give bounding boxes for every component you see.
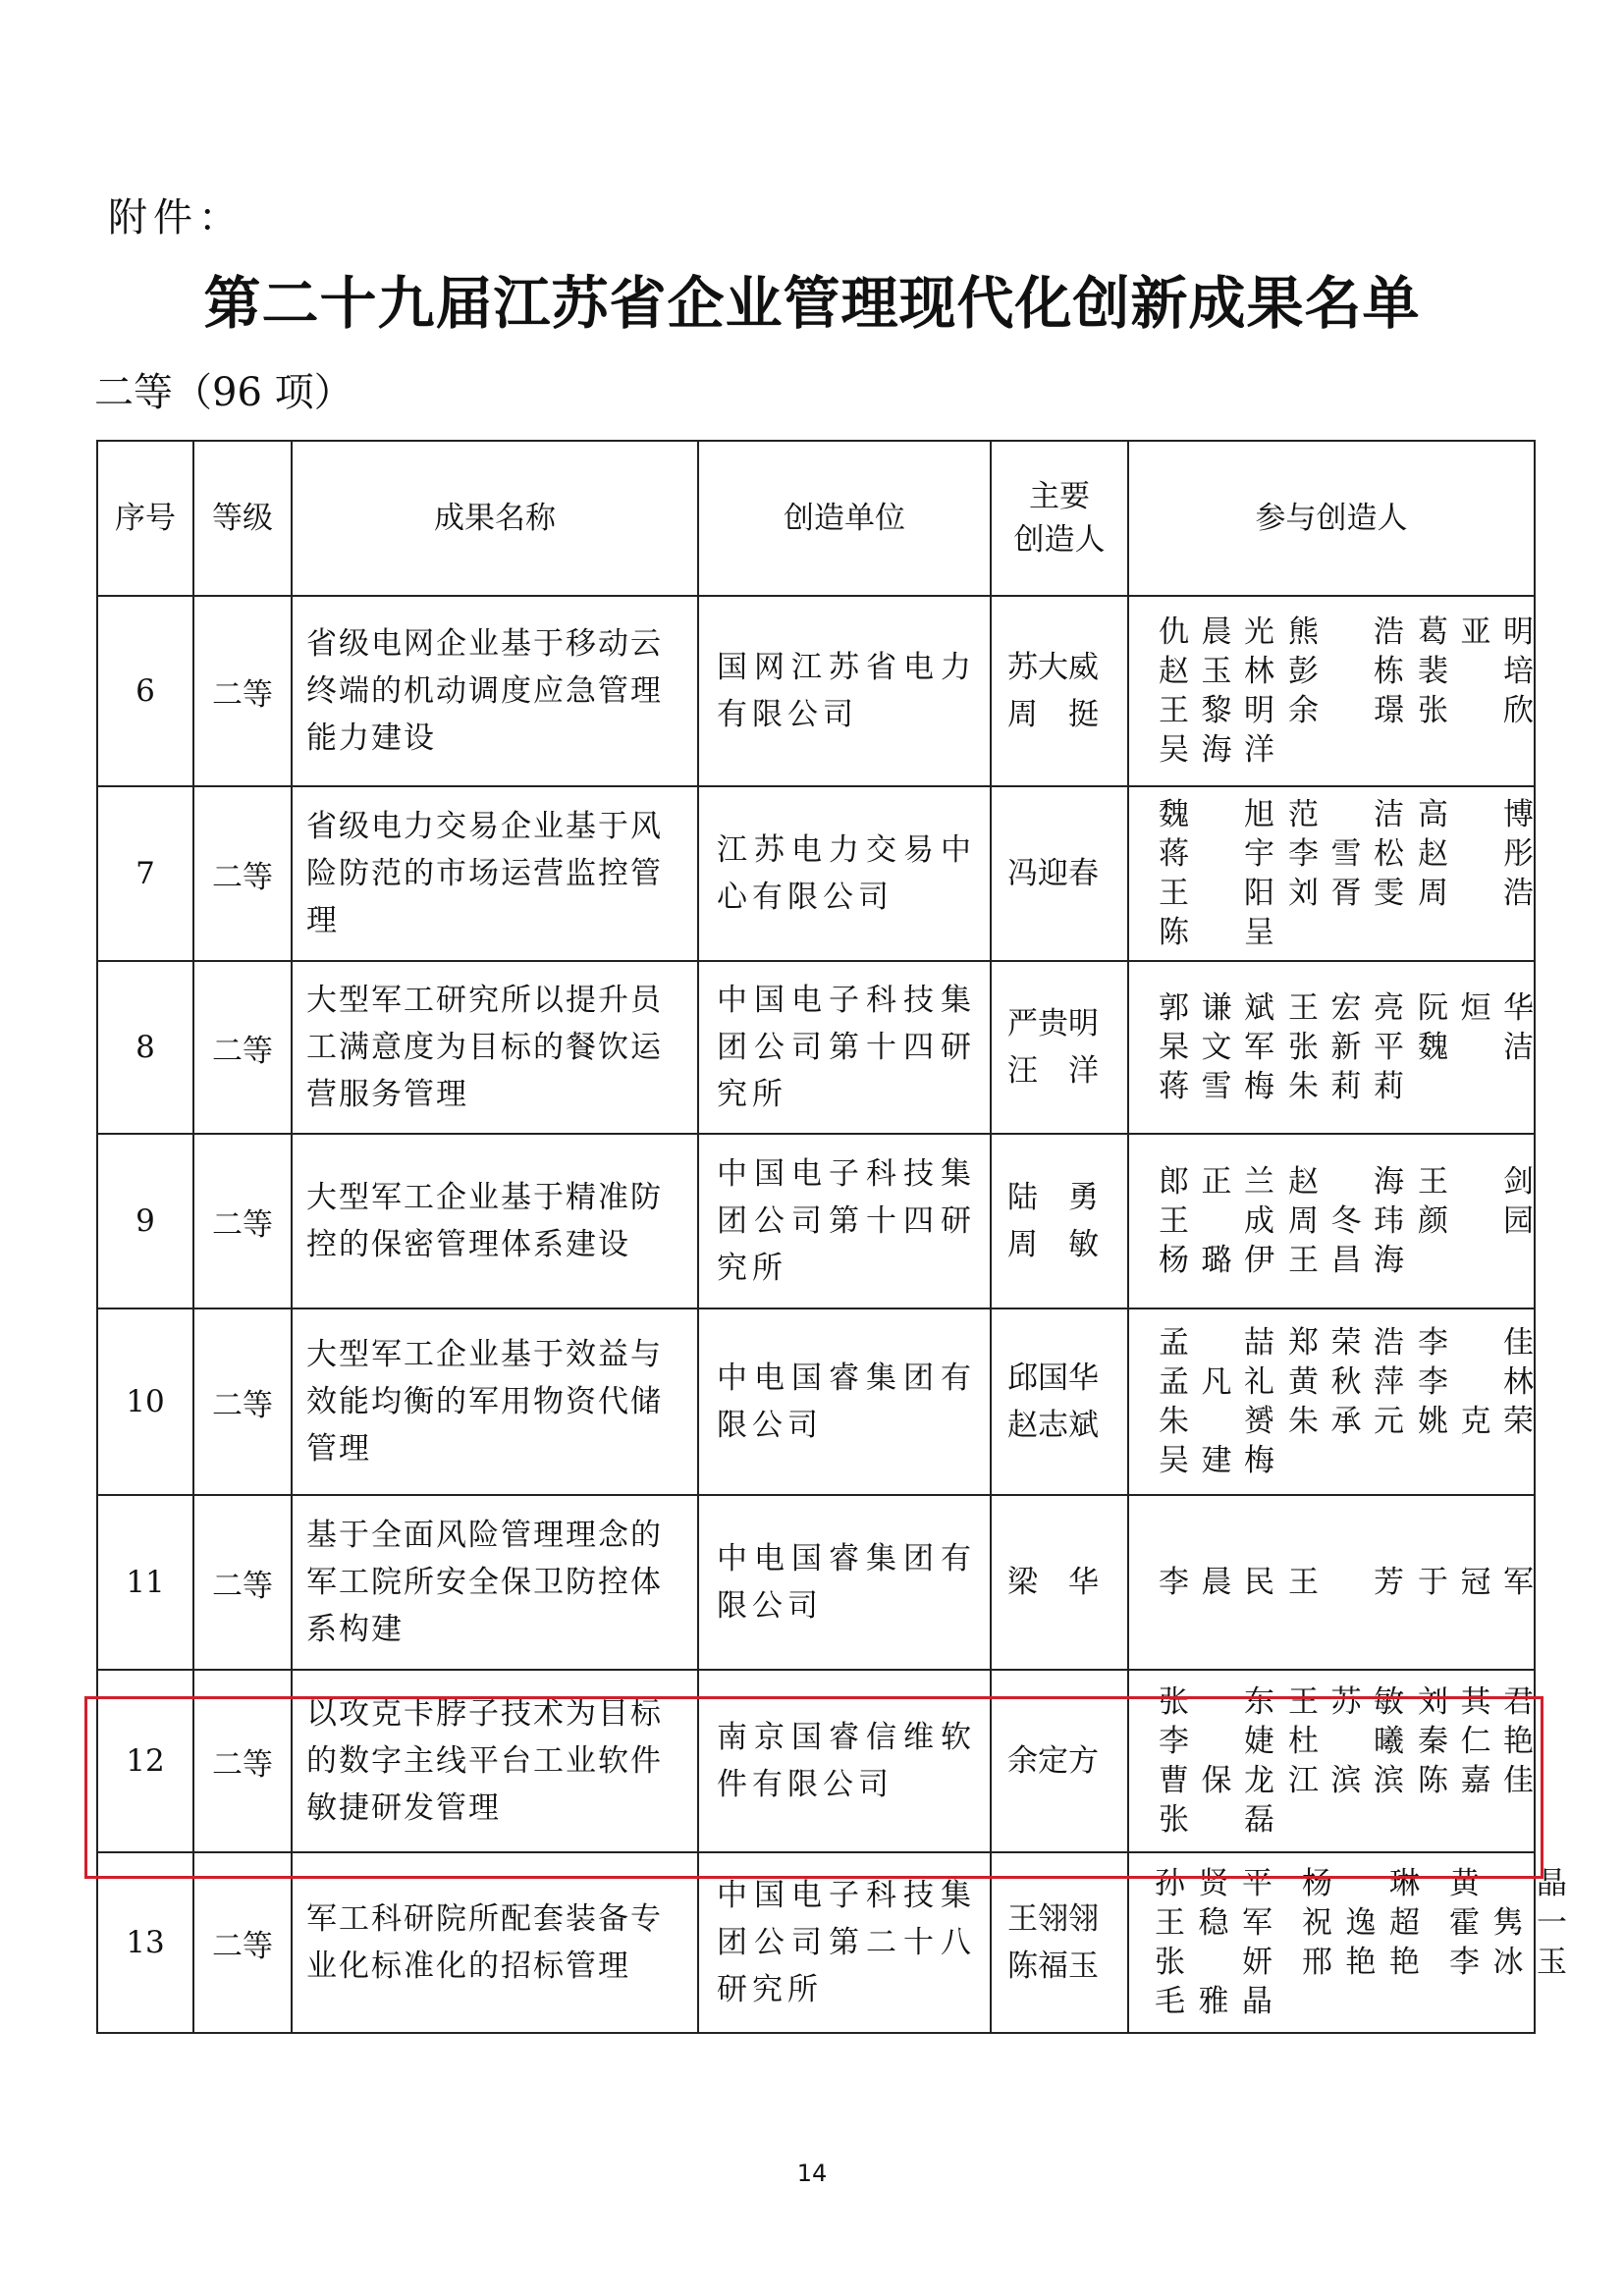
- table-row: [97, 1852, 1535, 2033]
- row-main-creators: [991, 1495, 1128, 1670]
- row-participants: [1128, 961, 1535, 1134]
- row-result-name: 以攻克卡脖子技术为目标的数字主线平台工业软件敏捷研发管理: [292, 1670, 698, 1852]
- participant-name: 赵玉林: [1159, 654, 1274, 689]
- row-participants: [1128, 786, 1535, 961]
- header-unit: 创造单位: [698, 441, 991, 596]
- participant-name: 王稳军: [1155, 1905, 1272, 1941]
- row-main-creators: [991, 786, 1128, 961]
- participant-name: 黄秋萍: [1288, 1364, 1404, 1400]
- main-creator-name: 陆 勇: [1007, 1180, 1099, 1215]
- participant-name: 王苏敏: [1288, 1684, 1404, 1720]
- participant-name: 陈嘉佳: [1418, 1763, 1534, 1798]
- participant-name: 于冠军: [1418, 1565, 1534, 1600]
- participant-line: [1155, 1982, 1524, 2021]
- participant-line: [1159, 1441, 1524, 1480]
- participant-line: [1159, 1323, 1534, 1362]
- highlight-box: [84, 1696, 1543, 1879]
- row-main-creators: [991, 961, 1128, 1134]
- participant-line: [1159, 1201, 1534, 1241]
- participant-line: [1159, 795, 1534, 834]
- main-creator-name: 陈福玉: [1007, 1949, 1099, 1984]
- row-creating-unit: 中国电子科技集团公司第十四研究所: [698, 1134, 991, 1308]
- section-subtitle: 二等（96 项）: [94, 370, 353, 415]
- row-level: 二等: [193, 596, 292, 786]
- table-header-row: [97, 441, 1535, 596]
- participant-name: 郑荣浩: [1288, 1325, 1404, 1361]
- participant-name: 吴建梅: [1159, 1443, 1274, 1478]
- participant-name: 葛亚明: [1418, 614, 1534, 650]
- participant-name: 阮烜华: [1418, 990, 1534, 1026]
- participant-name: 毛雅晶: [1155, 1984, 1272, 2019]
- row-index: 12: [97, 1670, 193, 1852]
- table-row: [97, 1495, 1535, 1670]
- header-main-creator-line1: 主要: [1029, 479, 1090, 514]
- row-main-creators: [991, 1308, 1128, 1495]
- participant-line: [1159, 988, 1534, 1028]
- main-creator-name: 苏大威: [1007, 650, 1099, 685]
- participant-name: 刘胥雯: [1288, 876, 1404, 911]
- participant-line: [1159, 1241, 1524, 1280]
- participant-name: 张 东: [1159, 1684, 1274, 1720]
- participant-name: 仇晨光: [1159, 614, 1274, 650]
- participant-name: 王 成: [1159, 1203, 1274, 1239]
- row-main-creators: [991, 596, 1128, 786]
- row-participants: [1128, 1495, 1535, 1670]
- participant-name: 王 剑: [1418, 1164, 1534, 1200]
- row-result-name: 大型军工研究所以提升员工满意度为目标的餐饮运营服务管理: [292, 961, 698, 1134]
- participant-line: [1159, 913, 1524, 952]
- row-main-creators: [991, 1852, 1128, 2033]
- participant-name: 刘其君: [1418, 1684, 1534, 1720]
- row-main-creators: [991, 1134, 1128, 1308]
- participant-name: 张新平: [1288, 1030, 1404, 1065]
- row-index: 6: [97, 596, 193, 786]
- row-creating-unit: 中国电子科技集团公司第十四研究所: [698, 961, 991, 1134]
- row-result-name: 基于全面风险管理理念的军工院所安全保卫防控体系构建: [292, 1495, 698, 1670]
- participant-line: [1159, 1028, 1534, 1067]
- row-participants: [1128, 1308, 1535, 1495]
- row-result-name: 大型军工企业基于精准防控的保密管理体系建设: [292, 1134, 698, 1308]
- participant-name: 蒋 宇: [1159, 836, 1274, 872]
- main-creator-name: 王翎翎: [1007, 1901, 1099, 1937]
- row-level: 二等: [193, 961, 292, 1134]
- participant-name: 朱莉莉: [1288, 1069, 1404, 1104]
- main-creator-name: 赵志斌: [1007, 1408, 1099, 1443]
- row-participants: [1128, 1134, 1535, 1308]
- participant-name: 郭谦斌: [1159, 990, 1274, 1026]
- main-creator-name: 严贵明: [1007, 1006, 1099, 1041]
- table-row: [97, 786, 1535, 961]
- participant-name: 裴 培: [1418, 654, 1534, 689]
- participant-name: 李冰玉: [1449, 1945, 1567, 1980]
- row-index: 10: [97, 1308, 193, 1495]
- participant-name: 周 浩: [1418, 876, 1534, 911]
- participant-name: 姚克荣: [1418, 1404, 1534, 1439]
- participant-name: 魏 洁: [1418, 1030, 1534, 1065]
- participant-name: 张 妍: [1155, 1945, 1272, 1980]
- table-row: [97, 596, 1535, 786]
- main-creator-name: 邱国华: [1007, 1361, 1099, 1396]
- header-name: 成果名称: [292, 441, 698, 596]
- page-title: 第二十九届江苏省企业管理现代化创新成果名单: [203, 270, 1421, 337]
- participant-name: 赵 海: [1288, 1164, 1404, 1200]
- main-creator-name: 周 敏: [1007, 1227, 1099, 1262]
- participant-name: 朱承元: [1288, 1404, 1404, 1439]
- participant-name: 江滨滨: [1288, 1763, 1404, 1798]
- participant-name: 黄 晶: [1449, 1866, 1567, 1901]
- page-number: 14: [796, 2160, 828, 2187]
- participant-name: 李晨民: [1159, 1565, 1274, 1600]
- participant-name: 杜 曦: [1288, 1724, 1404, 1759]
- participant-name: 王 阳: [1159, 876, 1274, 911]
- participant-name: 李雪松: [1288, 836, 1404, 872]
- participant-line: [1159, 1362, 1534, 1402]
- row-creating-unit: 中国电子科技集团公司第二十八研究所: [698, 1852, 991, 2033]
- row-level: 二等: [193, 1495, 292, 1670]
- participant-name: 张 磊: [1159, 1802, 1274, 1838]
- participant-name: 郎正兰: [1159, 1164, 1274, 1200]
- participant-name: 王黎明: [1159, 693, 1274, 728]
- participant-line: [1159, 652, 1534, 691]
- row-index: 13: [97, 1852, 193, 2033]
- participant-name: 蒋雪梅: [1159, 1069, 1274, 1104]
- row-level: 二等: [193, 1670, 292, 1852]
- header-main-creator: [991, 441, 1128, 596]
- participant-name: 李 林: [1418, 1364, 1534, 1400]
- main-creator-name: 汪 洋: [1007, 1053, 1099, 1089]
- row-participants: [1128, 1852, 1567, 2033]
- row-creating-unit: 中电国睿集团有限公司: [698, 1495, 991, 1670]
- participant-name: 霍隽一: [1449, 1905, 1567, 1941]
- participant-name: 杨 琳: [1302, 1866, 1420, 1901]
- table-row: [97, 1308, 1535, 1495]
- participant-line: [1159, 1162, 1534, 1201]
- row-level: 二等: [193, 786, 292, 961]
- participant-line: [1159, 1563, 1534, 1602]
- participant-name: 彭 栋: [1288, 654, 1404, 689]
- participant-name: 李 婕: [1159, 1724, 1274, 1759]
- participant-name: 吴海洋: [1159, 732, 1274, 768]
- participant-name: 孟凡礼: [1159, 1364, 1274, 1400]
- row-level: 二等: [193, 1852, 292, 2033]
- row-index: 11: [97, 1495, 193, 1670]
- row-creating-unit: 江苏电力交易中心有限公司: [698, 786, 991, 961]
- participant-name: 王昌海: [1288, 1243, 1404, 1278]
- participant-name: 朱 赟: [1159, 1404, 1274, 1439]
- participant-name: 范 洁: [1288, 797, 1404, 832]
- table-row: [97, 1134, 1535, 1308]
- main-creator-name: 冯迎春: [1007, 856, 1099, 891]
- attachment-label: 附件：: [108, 195, 244, 240]
- participant-line: [1159, 1402, 1534, 1441]
- row-result-name: 省级电力交易企业基于风险防范的市场运营监控管理: [292, 786, 698, 961]
- row-creating-unit: 国网江苏省电力有限公司: [698, 596, 991, 786]
- row-result-name: 军工科研院所配套装备专业化标准化的招标管理: [292, 1852, 698, 2033]
- row-level: 二等: [193, 1308, 292, 1495]
- participant-name: 熊 浩: [1288, 614, 1404, 650]
- main-creator-name: 梁 华: [1007, 1565, 1099, 1600]
- participant-name: 高 博: [1418, 797, 1534, 832]
- participant-line: [1159, 613, 1534, 652]
- participant-name: 周冬玮: [1288, 1203, 1404, 1239]
- main-creator-name: 余定方: [1007, 1743, 1099, 1779]
- row-participants: [1128, 596, 1535, 786]
- row-index: 7: [97, 786, 193, 961]
- main-creator-name: 周 挺: [1007, 697, 1099, 732]
- row-level: 二等: [193, 1134, 292, 1308]
- participant-line: [1155, 1903, 1567, 1943]
- participant-line: [1159, 691, 1534, 730]
- table-row: [97, 961, 1535, 1134]
- participant-name: 李 佳: [1418, 1325, 1534, 1361]
- participant-name: 陈 呈: [1159, 915, 1274, 950]
- participant-line: [1159, 874, 1534, 913]
- participant-name: 颜 园: [1418, 1203, 1534, 1239]
- participant-name: 杨璐伊: [1159, 1243, 1274, 1278]
- participant-name: 魏 旭: [1159, 797, 1274, 832]
- participant-name: 张 欣: [1418, 693, 1534, 728]
- participant-name: 余 璟: [1288, 693, 1404, 728]
- row-result-name: 省级电网企业基于移动云终端的机动调度应急管理能力建设: [292, 596, 698, 786]
- participant-line: [1159, 834, 1534, 874]
- row-index: 9: [97, 1134, 193, 1308]
- row-creating-unit: 南京国睿信维软件有限公司: [698, 1670, 991, 1852]
- participant-name: 杲文军: [1159, 1030, 1274, 1065]
- participant-name: 秦仁艳: [1418, 1724, 1534, 1759]
- header-index: 序号: [97, 441, 193, 596]
- participant-line: [1159, 730, 1524, 770]
- participant-name: 孟 喆: [1159, 1325, 1274, 1361]
- participant-line: [1155, 1943, 1567, 1982]
- row-index: 8: [97, 961, 193, 1134]
- participant-line: [1159, 1067, 1524, 1106]
- row-result-name: 大型军工企业基于效益与效能均衡的军用物资代储管理: [292, 1308, 698, 1495]
- header-participants: 参与创造人: [1128, 441, 1535, 596]
- participant-name: 祝逸超: [1302, 1905, 1420, 1941]
- row-creating-unit: 中电国睿集团有限公司: [698, 1308, 991, 1495]
- header-level: 等级: [193, 441, 292, 596]
- participant-name: 王 芳: [1288, 1565, 1404, 1600]
- participant-name: 孙贤平: [1155, 1866, 1272, 1901]
- participant-name: 邢艳艳: [1302, 1945, 1420, 1980]
- participant-name: 赵 彤: [1418, 836, 1534, 872]
- participant-name: 曹保龙: [1159, 1763, 1274, 1798]
- header-main-creator-line2: 创造人: [1013, 522, 1106, 558]
- participant-name: 王宏亮: [1288, 990, 1404, 1026]
